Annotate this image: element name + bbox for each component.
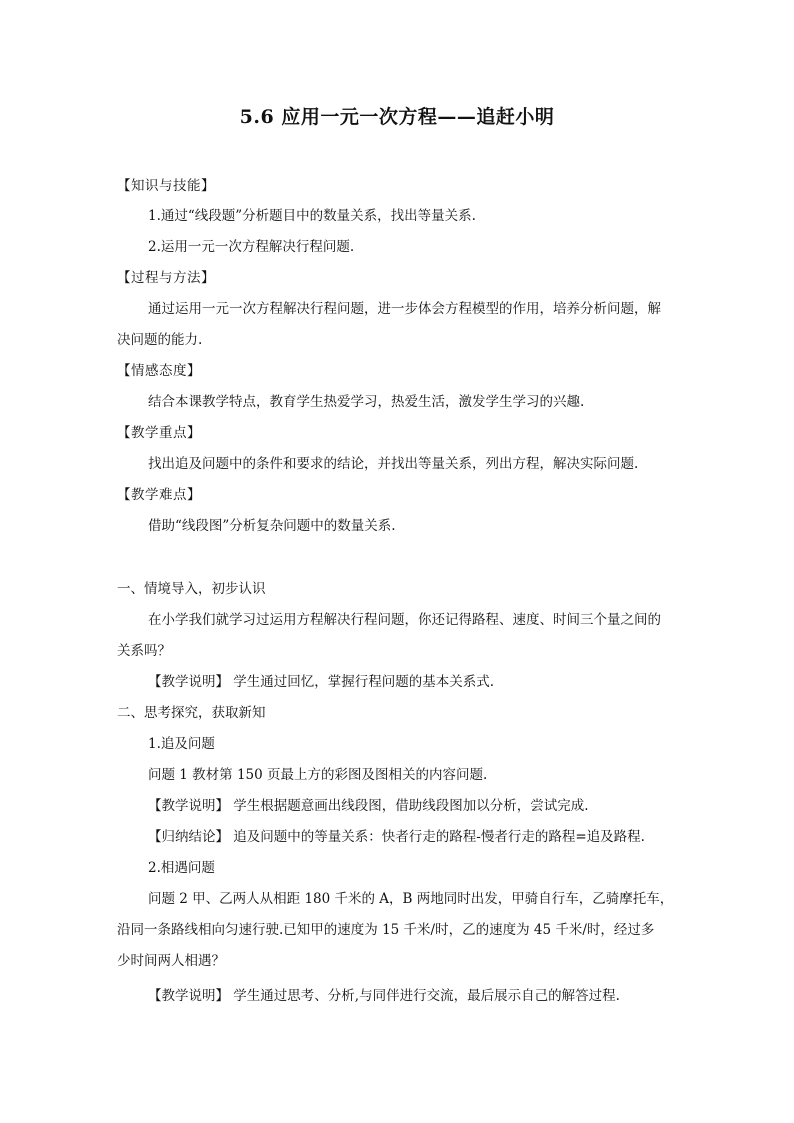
paragraph-line: 借助“线段图”分析复杂问题中的数量关系. bbox=[148, 518, 396, 534]
section-heading-explore: 二、思考探究，获取新知 bbox=[117, 705, 266, 721]
paragraph-line: 通过运用一元一次方程解决行程问题，进一步体会方程模型的作用，培养分析问题，解 bbox=[148, 301, 661, 317]
problem-line: 少时间两人相遇？ bbox=[117, 953, 225, 969]
problem-line: 问题 2 甲、乙两人从相距 180 千米的 A，B 两地同时出发，甲骑自行车，乙骑摩托车， bbox=[148, 891, 674, 907]
problem-line: 沿同一条路线相向匀速行驶.已知甲的速度为 15 千米/时，乙的速度为 45 千米/时，经过多 bbox=[117, 922, 655, 938]
teaching-note: 【教学说明】 学生通过思考、分析,与同伴进行交流，最后展示自己的解答过程. bbox=[148, 988, 620, 1004]
paragraph-line: 关系吗？ bbox=[117, 643, 171, 659]
section-heading-difficulties: 【教学难点】 bbox=[117, 487, 201, 503]
section-heading-key-points: 【教学重点】 bbox=[117, 425, 201, 441]
subsection-heading-meet: 2.相遇问题 bbox=[148, 860, 215, 876]
paragraph-line: 在小学我们就学习过运用方程解决行程问题，你还记得路程、速度、时间三个量之间的 bbox=[148, 612, 661, 628]
conclusion-note: 【归纳结论】 追及问题中的等量关系：快者行走的路程-慢者行走的路程=追及路程. bbox=[148, 829, 645, 845]
paragraph-line: 决问题的能力. bbox=[117, 332, 203, 348]
section-heading-intro: 一、情境导入，初步认识 bbox=[117, 581, 266, 597]
paragraph-line: 1.通过“线段题”分析题目中的数量关系，找出等量关系. bbox=[148, 208, 476, 224]
teaching-note: 【教学说明】 学生根据题意画出线段图，借助线段图加以分析，尝试完成. bbox=[148, 798, 589, 814]
problem-line: 问题 1 教材第 150 页最上方的彩图及图相关的内容问题. bbox=[148, 767, 488, 783]
paragraph-line: 2.运用一元一次方程解决行程问题. bbox=[148, 239, 355, 255]
subsection-heading-chase: 1.追及问题 bbox=[148, 736, 215, 752]
section-heading-process: 【过程与方法】 bbox=[117, 270, 215, 286]
section-heading-attitude: 【情感态度】 bbox=[117, 363, 201, 379]
section-heading-knowledge: 【知识与技能】 bbox=[117, 178, 215, 194]
document-title: 5.6 应用一元一次方程——追赶小明 bbox=[239, 106, 555, 128]
paragraph-line: 结合本课教学特点，教育学生热爱学习，热爱生活，激发学生学习的兴趣. bbox=[148, 394, 585, 410]
teaching-note: 【教学说明】 学生通过回忆，掌握行程问题的基本关系式. bbox=[148, 674, 495, 690]
paragraph-line: 找出追及问题中的条件和要求的结论，并找出等量关系，列出方程，解决实际问题. bbox=[148, 456, 639, 472]
